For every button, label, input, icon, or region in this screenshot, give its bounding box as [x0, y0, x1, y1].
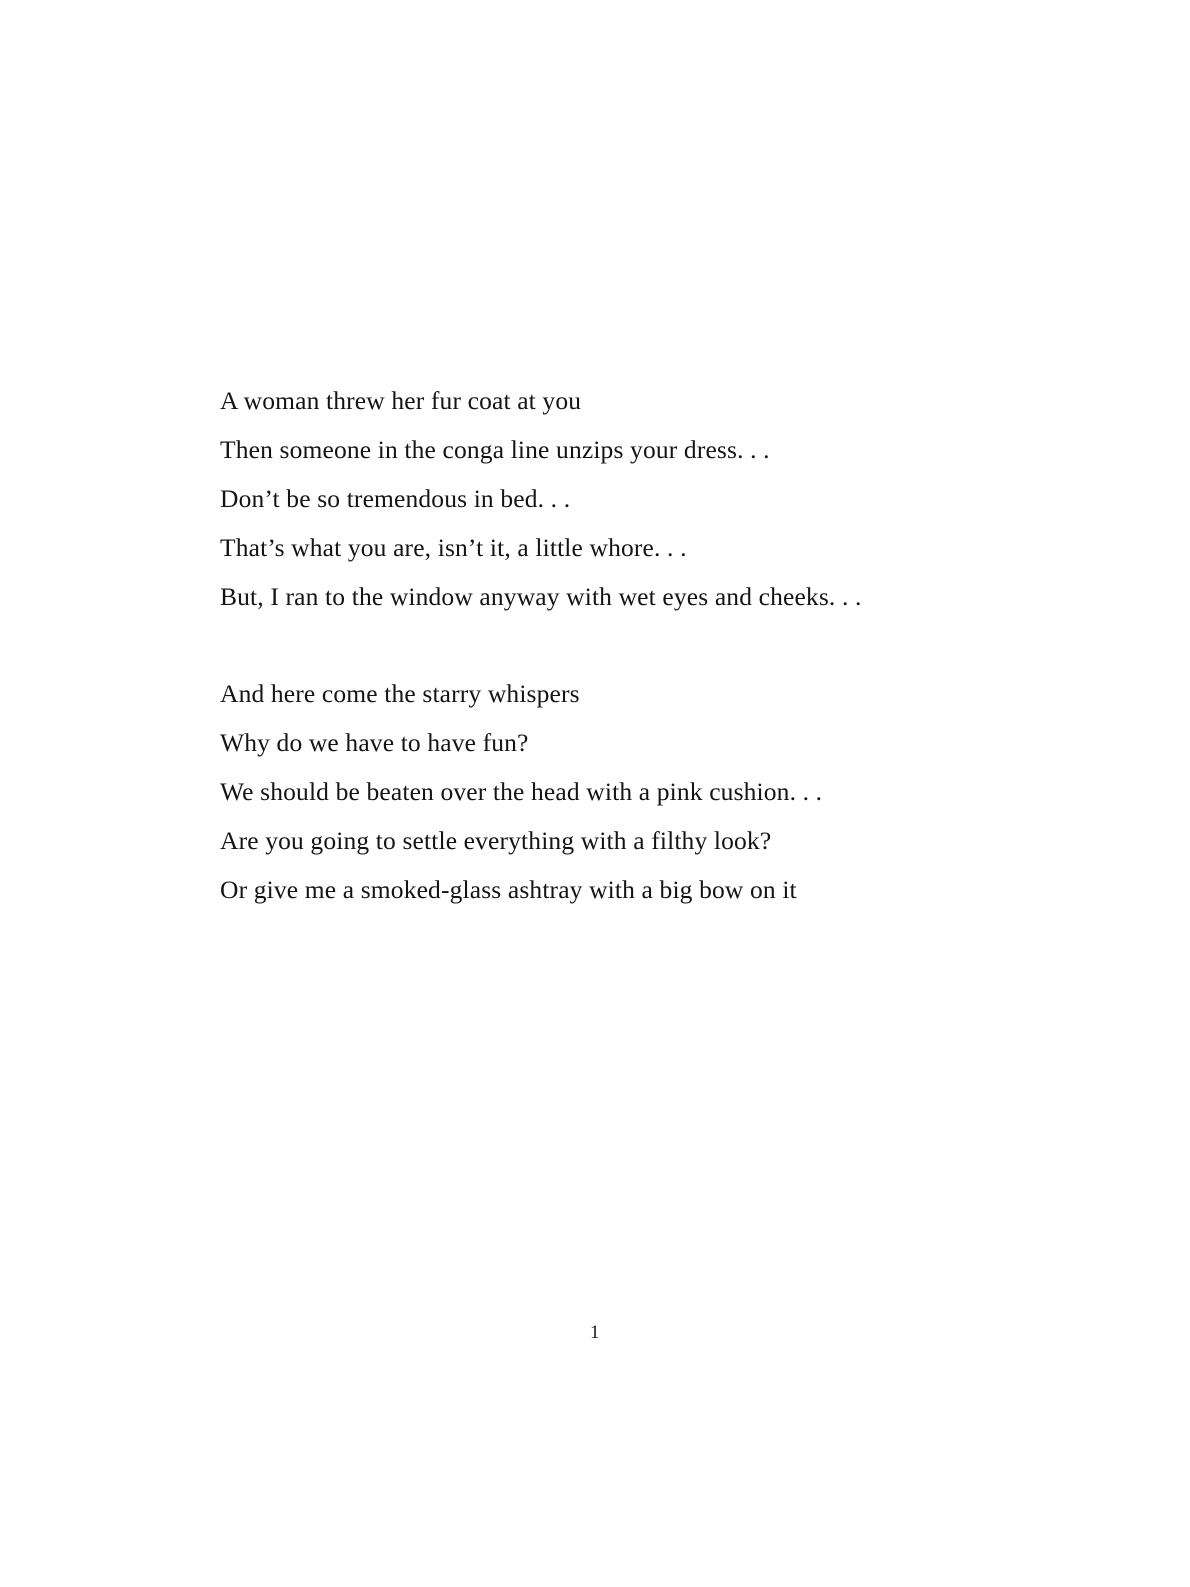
- page-number: 1: [590, 1322, 600, 1343]
- poem-line: That’s what you are, isn’t it, a little whore. . .: [220, 533, 687, 562]
- poem-stanza: [220, 669, 1040, 914]
- poem-line: But, I ran to the window anyway with wet eyes and cheeks. . .: [220, 582, 862, 611]
- poem-line: And here come the starry whispers: [220, 679, 580, 708]
- poem-body: [220, 376, 1040, 914]
- poem-line: A woman threw her fur coat at you: [220, 386, 582, 415]
- poem-line: Then someone in the conga line unzips your dress. . .: [220, 435, 770, 464]
- poem-line: Don’t be so tremendous in bed. . .: [220, 484, 571, 513]
- poem-stanza: [220, 376, 1040, 621]
- poem-line: We should be beaten over the head with a pink cushion. . .: [220, 777, 823, 806]
- poem-line: Or give me a smoked-glass ashtray with a big bow on it: [220, 875, 797, 904]
- poem-line: Why do we have to have fun?: [220, 728, 529, 757]
- poem-line: Are you going to settle everything with a filthy look?: [220, 826, 772, 855]
